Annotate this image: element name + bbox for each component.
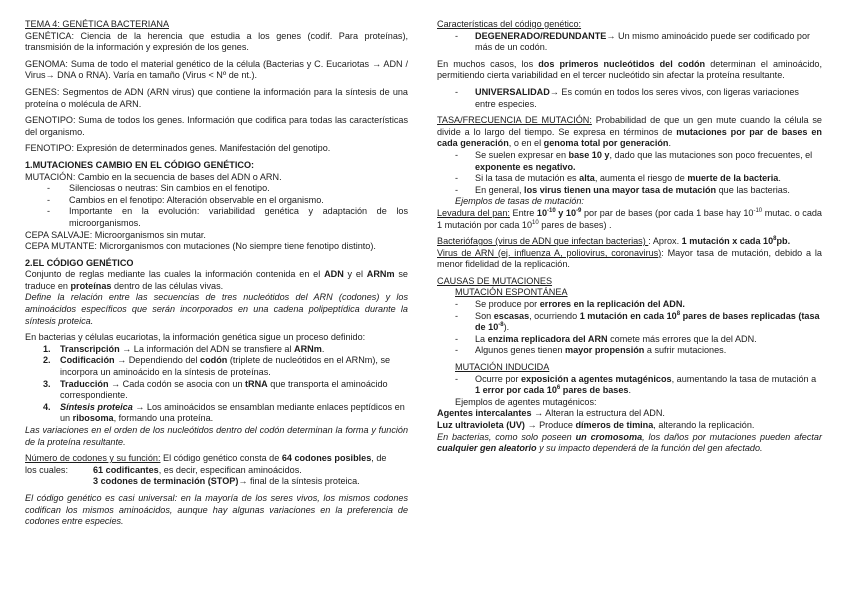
luz-uv-line [437,420,822,432]
list-item-text: Cambios en el fenotipo: Alteración observable en el organismo. [69,194,324,205]
text-run: : Mayor tasa de mutación, debido a la menor fidelidad de la replicación. [437,247,822,270]
superscript: 10 [532,219,539,226]
list-item [437,173,822,185]
text-run-bold: ARNm [294,343,322,354]
bullet-dash: - [455,30,459,41]
list-item-text [475,345,822,357]
bullet-dash: - [455,86,459,97]
text-run: En muchos casos, los [437,58,539,69]
muchos-casos-paragraph [437,59,822,82]
text-run: , de [371,453,387,464]
text-run-bold: pares de bases [560,385,629,396]
genetica-text: Ciencia de la herencia que estudia a los genes (codif. Para proteínas), transmisión de la información y expresión de los genes. [25,30,408,53]
text-run-bold: 3 codones de terminación (STOP) [93,476,239,487]
list-item [25,195,408,207]
text-run: Entre [509,207,537,218]
codones-61-text [93,465,408,477]
text-run: , dado que las mutaciones son poco frecuentes, el [609,149,813,160]
text-run: El código genético consta de [160,453,282,464]
list-item-text [60,379,408,402]
text-run: comete más errores que la del ADN. [607,333,757,344]
left-column [25,19,408,528]
list-item [25,206,408,229]
text-run: y el [343,269,367,280]
bullet-dash: - [47,183,51,194]
bullet-dash: - [455,373,459,384]
text-run: ). [503,322,510,333]
step-title: Traducción [60,378,109,389]
genotipo-label: GENOTIPO: [25,115,76,126]
text-run: , o en el [508,138,544,149]
section-1-heading: 1.MUTACIONES CAMBIO EN EL CÓDIGO GENÉTICO: [25,159,255,170]
text-run-bold: dímeros de timina [575,420,654,430]
text-run: → Dependiendo del [114,355,201,366]
text-run-bold: muerte de la bacteria [687,173,779,184]
text-run: , alterando la replicación. [653,420,755,430]
inducida-heading: MUTACIÓN INDUCIDA [455,362,550,373]
cepa-mutante-label: CEPA MUTANTE: [25,241,97,252]
section-2-heading: 2.EL CÓDIGO GENÉTICO [25,257,134,268]
text-run-bold: Agentes intercalantes [437,408,532,419]
numero-codones-paragraph [25,453,408,465]
text-run-bold: mayor propensión [565,345,645,356]
list-item [25,379,408,402]
text-run-bold: enzima replicadora del ARN [487,333,608,344]
text-run-bold: alta [579,173,595,184]
virus-arn-paragraph [437,248,822,271]
text-run: a sufrir mutaciones. [644,345,727,356]
genoma-definition [25,59,408,82]
superscript: -8 [498,322,504,329]
text-run: Si la tasa de mutación es [475,173,580,184]
text-run-bold: 1 error por cada 10 [475,385,557,396]
text-run-bold: los virus tienen una mayor tasa de mutación [524,184,717,195]
list-item [437,311,822,334]
mutacion-text: Cambio en la secuencia de bases del ADN o ARN. [75,171,282,182]
numero-codones-label: Número de codones y su función: [25,453,161,464]
text-run: por par de bases (por cada 1 base hay 10 [581,207,754,218]
text-run-bold: exposición a agentes mutagénicos [521,373,672,384]
ejemplos-agentes-heading: Ejemplos de agentes mutagénicos: [455,396,597,407]
bullet-dash: - [455,310,459,321]
list-item [437,334,822,346]
define-paragraph: Define la relación entre las secuencias de tres nucleótidos del ARN (codones) y los aminoácidos específicos que serán incorporados en una cadena polipeptídica durante la síntesis proteica. [25,292,408,326]
list-number: 4. [43,401,51,412]
bullet-dash: - [47,194,51,205]
text-run: Ocurre por [475,373,521,384]
codones-stop-row [25,476,408,488]
list-item-text [475,150,822,173]
genetica-label: GENÉTICA: [25,30,75,41]
superscript: 8 [676,310,681,317]
list-item [437,374,822,397]
bullet-dash: - [455,345,459,356]
text-run-bold: exponente es negativo. [475,161,576,172]
text-run: . [778,173,781,184]
text-run-bold: DEGENERADO/REDUNDANTE [475,30,607,41]
bacteriofagos-paragraph [437,236,822,248]
mutacion-definition [25,172,408,184]
text-run: Algunos genes tienen [475,345,565,356]
text-run: que transporta el aminoácido correspondiente. [60,378,388,401]
list-item-text [475,87,822,110]
superscript: -10 [753,207,763,214]
list-item-text [475,299,822,311]
text-run: → Cada codón se asocia con un [108,378,246,389]
text-run-bold: escasas [493,310,530,321]
list-item [25,344,408,356]
text-run: , es decir, especifican aminoácidos. [158,464,302,475]
text-run: → Produce [524,420,576,430]
genotipo-definition [25,115,408,138]
text-run: → Un mismo aminoácido puede ser codificado por más de un codón. [475,30,811,53]
step-title: Codificación [60,355,115,366]
bullet-dash: - [455,149,459,160]
bullet-dash: - [455,184,459,195]
text-run-bold: ARNm [366,269,395,280]
text-run-bold: cualquier gen aleatorio [437,443,537,454]
list-item-text [475,311,822,334]
list-item-text: Importante en la evolución: variabilidad genética y adaptación de los microorganismos. [69,206,408,228]
levadura-label: Levadura del pan: [437,207,510,218]
list-item-text [475,334,822,346]
text-run-bold: 1 mutación en cada 10 [579,310,677,321]
tasa-mutacion-paragraph [437,115,822,150]
list-item [437,87,822,110]
text-run-bold: errores en la replicación del ADN. [539,299,685,310]
list-item-text: Silenciosas o neutras: Sin cambios en el fenotipo. [69,183,270,194]
espontanea-heading: MUTACIÓN ESPONTÁNEA [455,287,568,298]
text-run: En general, [475,184,525,195]
text-run: La [475,333,488,344]
right-column [437,19,822,455]
list-item [25,355,408,378]
virus-arn-label: Virus de ARN (ej. influenza A, poliovirus, coronavirus) [437,247,662,258]
text-run: , aumenta el riesgo de [594,173,688,184]
agentes-intercalantes-line [437,408,822,420]
tasa-label: TASA/FRECUENCIA DE MUTACIÓN: [437,115,592,126]
genes-label: GENES: [25,86,60,97]
fenotipo-text: Expresión de determinados genes. Manifestación del genotipo. [74,143,331,154]
bacterias-final-paragraph [437,432,822,455]
causas-heading: CAUSAS DE MUTACIONES [437,275,553,286]
text-run: (triplete de nucleótidos en el ARNm), se incorpora un aminoácido en la síntesis de proteínas. [60,355,391,378]
los-cuales-label: los cuales: [25,464,68,475]
text-run: → Los aminoácidos se ensamblan mediante enlaces peptídicos en un [60,401,405,424]
codones-61-row [25,465,408,477]
list-item [25,183,408,195]
text-run-bold: 64 codones posibles [281,453,372,464]
genoma-text: Suma de todo el material genético de la célula (Bacterias y C. Eucariotas → ADN / Virus→ DNA o RNA). Varía en tamaño (Virus < Nº de nt.). [25,58,408,81]
caracteristicas-heading: Características del código genético: [437,19,582,29]
proceso-intro: En bacterias y células eucariotas, la información genética sigue un proceso definido: [25,332,366,343]
cepa-salvaje-label: CEPA SALVAJE: [25,229,93,240]
superscript: 8 [773,236,777,243]
genoma-label: GENOMA: [25,58,68,69]
list-item [437,299,822,311]
text-run: , formando una proteína. [113,413,214,424]
list-item [437,150,822,173]
universal-paragraph: El código genético es casi universal: en la mayoría de los seres vivos, los mismos codones codifican los mismos aminoácidos, aunque hay algunas variaciones en la preferencia de codones entre especies. [25,492,408,527]
text-run: y su impacto dependerá de la función del gen afectado. [536,443,763,454]
text-run-bold: ribosoma [72,413,114,424]
text-run-bold: 1 mutación x cada 10 [681,236,774,247]
text-run: Probabilidad de que un gen mute cuando la célula se divide a lo largo del tiempo. Se expresa en términos de [437,115,822,137]
text-run-bold: un cromosoma [575,431,643,442]
text-run-bold: mutaciones por par de bases en cada generación [437,126,822,149]
text-run-bold: 10 [536,207,548,218]
cepa-salvaje-text: Microorganismos sin mutar. [92,229,206,240]
codigo-genetico-definition [25,269,408,292]
text-run: Son [475,310,494,321]
levadura-paragraph [437,208,822,231]
text-run-bold: pb. [776,236,791,247]
list-item [437,185,822,197]
text-run-bold: Luz ultravioleta (UV) [437,420,525,430]
text-run: En bacterias, como solo poseen [437,431,576,442]
page-title: TEMA 4: GENÉTICA BACTERIANA [25,19,170,29]
text-run: . [668,138,672,149]
bullet-dash: - [47,206,51,217]
list-item-text [475,31,822,54]
ejemplos-tasas-heading: Ejemplos de tasas de mutación: [455,196,584,207]
text-run-bold [537,208,582,218]
text-run: pares de bases) . [538,219,612,230]
list-number: 2. [43,355,51,366]
text-run-bold: UNIVERSALIDAD [475,86,550,97]
superscript: 6 [556,385,561,392]
text-run: , los daños por mutaciones pueden afectar [642,431,823,442]
list-item-text [60,402,408,425]
list-item-text [60,344,408,356]
genetica-definition [25,31,408,54]
list-number: 1. [43,343,51,354]
text-run-bold: proteínas [70,280,112,291]
text-run: dentro de las células vivas. [111,280,224,291]
list-item [25,402,408,425]
text-run: . [628,385,632,396]
text-run: mutac. o cada 1 mutación por cada 10 [437,207,822,230]
text-run-bold: y 10 [555,207,577,218]
text-run: Conjunto de reglas mediante las cuales la información contenida en el [25,269,325,280]
text-run: que las bacterias. [716,184,790,195]
variaciones-paragraph: Las variaciones en el orden de los nucleótidos dentro del codón determinan la forma y función de la proteína resultante. [25,425,408,447]
text-run: , ocurriendo [529,310,580,321]
text-run: Se suelen expresar en [475,149,569,160]
genes-definition [25,87,408,110]
text-run: . [321,343,325,354]
bullet-dash: - [455,333,459,344]
genes-text: Segmentos de ADN (ARN virus) que contiene la información para la síntesis de una proteína o molécula de ARN. [25,86,408,109]
cepa-salvaje-definition [25,230,408,242]
bullet-dash: - [455,299,459,310]
text-run-bold: genoma total por generación [543,138,669,149]
text-run-bold: ADN [324,269,344,280]
superscript: -9 [576,207,582,214]
step-title: Transcripción [60,343,120,354]
text-run: → Alteran la estructura del ADN. [531,408,665,419]
cepa-mutante-definition [25,241,408,253]
text-run: : Aprox. [648,236,682,247]
mutacion-label: MUTACIÓN: [25,171,76,182]
text-run: → Es común en todos los seres vivos, con ligeras variaciones entre especies. [475,86,799,109]
list-item-text [475,374,822,397]
step-title: Síntesis proteica [60,401,133,412]
fenotipo-label: FENOTIPO: [25,143,75,154]
text-run: → final de la síntesis proteica. [238,476,360,487]
bacteriofagos-label: Bacteriófagos (virus de ADN que infectan bacterias) [437,236,649,247]
superscript: -10 [547,207,556,214]
list-item-text [475,185,822,197]
bullet-dash: - [455,173,459,184]
text-run: , aumentando la tasa de mutación a [671,373,817,384]
text-run: se traduce en [25,269,408,291]
text-run-bold: codón [200,355,228,366]
list-item [437,31,822,54]
text-run-bold: base 10 y [568,149,610,160]
cepa-mutante-text: Microrganismos con mutaciones (No siempre tiene fenotipo distinto). [96,241,376,252]
text-run: Se produce por [475,299,540,310]
text-run: → La información del ADN se transfiere al [119,343,295,354]
list-item [437,345,822,357]
text-run-bold: dos primeros nucleótidos del codón [538,58,706,69]
text-run-bold: 61 codificantes [93,464,159,475]
text-run-bold: tRNA [245,378,268,389]
text-run: determinan el aminoácido, permitiendo cierta variabilidad en el tercer nucleótido sin afectar la proteína resultante. [437,58,822,81]
list-item-text [60,355,408,378]
text-run-bold: pares de bases replicadas (tasa de 10 [475,310,820,333]
list-item-text [475,173,822,185]
genotipo-text: Suma de todos los genes. Información que codifica para todas las características del organismo. [25,115,408,137]
list-number: 3. [43,378,51,389]
fenotipo-definition [25,143,408,155]
